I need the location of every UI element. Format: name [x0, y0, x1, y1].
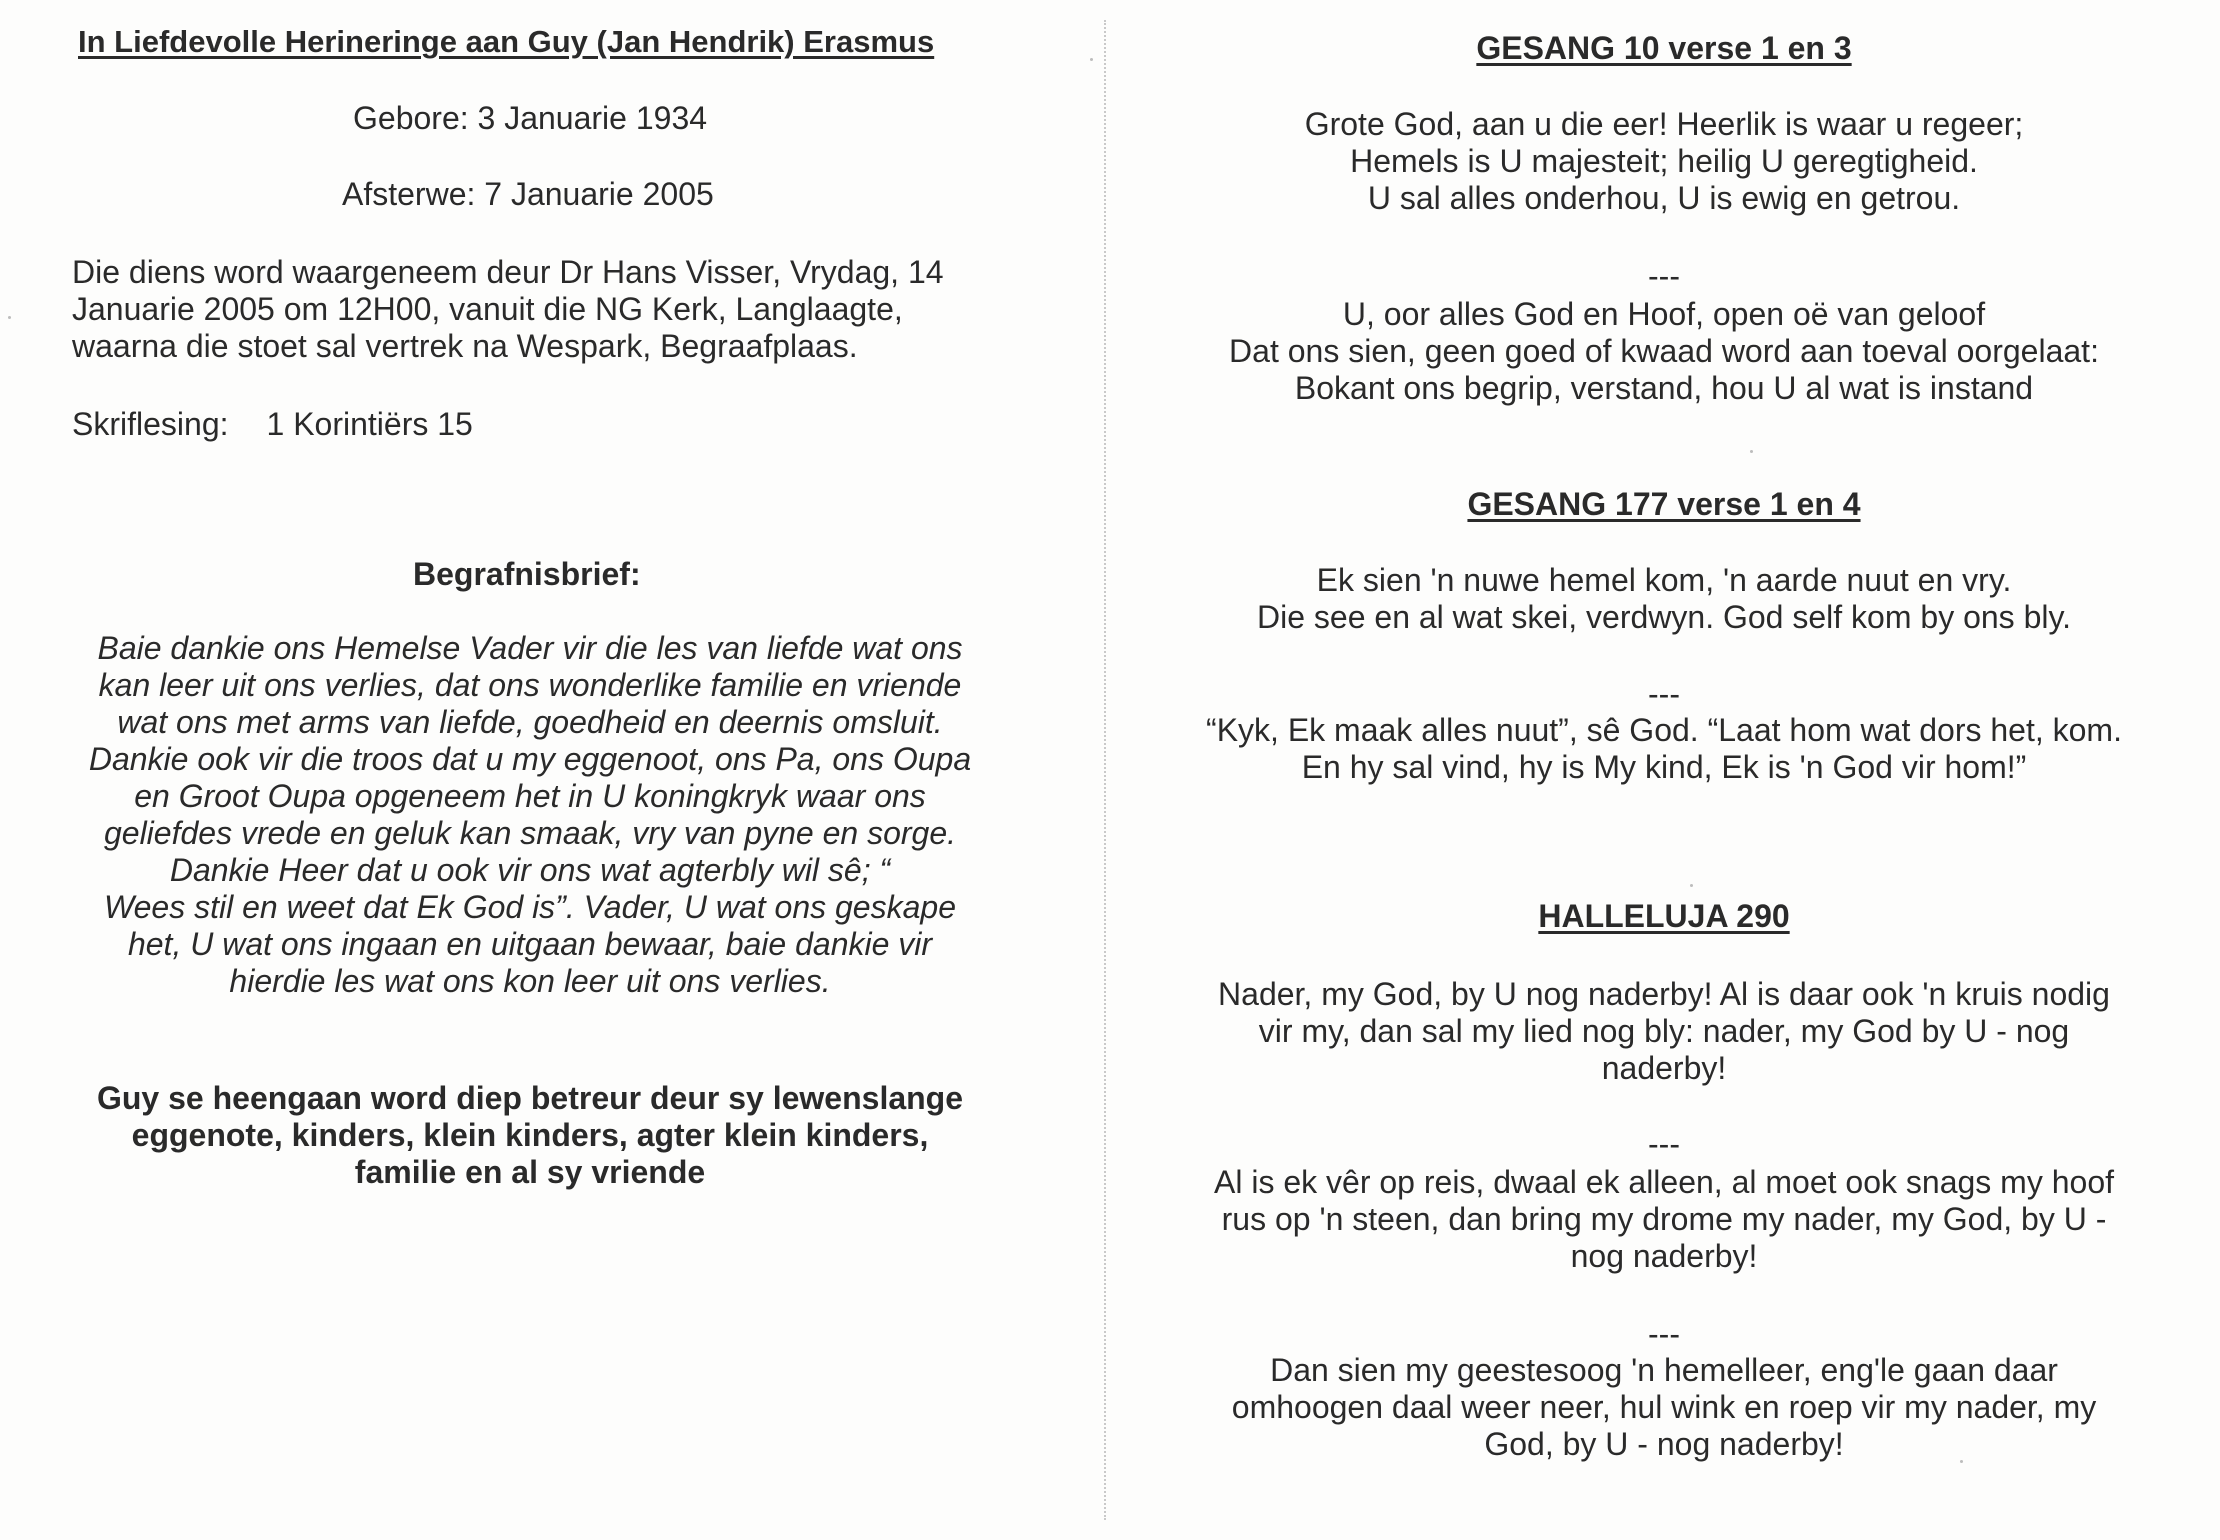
scan-speck	[1960, 1460, 1963, 1463]
hymn2-title: GESANG 177 verse 1 en 4	[1467, 486, 1861, 522]
right-page	[1108, 0, 2220, 1540]
hymn2-verse2: “Kyk, Ek maak alles nuut”, sê God. “Laat hom wat dors het, kom. En hy sal vind, hy is My kind, Ek is 'n God vir hom!”	[1206, 712, 2122, 785]
hymn2-verse1: Ek sien 'n nuwe hemel kom, 'n aarde nuut en vry. Die see en al wat skei, verdwyn. God self kom by ons bly.	[1257, 562, 2071, 635]
hymn3-verse3: Dan sien my geestesoog 'n hemelleer, eng'le gaan daar omhoogen daal weer neer, hul wink en roep vir my nader, my God, by U - nog naderby!	[1231, 1352, 2097, 1462]
hymn1-separator: ---	[1648, 258, 1680, 294]
hymn3-verse2: Al is ek vêr op reis, dwaal ek alleen, al moet ook snags my hoof rus op 'n steen, dan bring my drome my nader, my God, by U - nog naderby!	[1214, 1164, 2114, 1274]
hymn1-verse2: U, oor alles God en Hoof, open oë van geloof Dat ons sien, geen goed of kwaad word aan toeval oorgelaat: Bokant ons begrip, verstand, hou U al wat is instand	[1229, 296, 2099, 406]
left-page	[0, 0, 1100, 1540]
funeral-letter-heading: Begrafnisbrief:	[413, 556, 641, 592]
hymn2-separator: ---	[1648, 676, 1680, 712]
scan-speck	[1750, 450, 1753, 453]
hymn3-separator-1: ---	[1648, 1126, 1680, 1162]
birth-date: Gebore: 3 Januarie 1934	[353, 100, 708, 136]
scripture-reading-value: 1 Korintiërs 15	[266, 406, 473, 442]
hymn3-title: HALLELUJA 290	[1538, 898, 1790, 934]
scan-speck	[1090, 58, 1093, 61]
scripture-reading	[72, 406, 473, 443]
scan-speck	[1690, 884, 1693, 887]
hymn1-verse1: Grote God, aan u die eer! Heerlik is waar u regeer; Hemels is U majesteit; heilig U geregtigheid. U sal alles onderhou, U is ewig en getrou.	[1304, 106, 2024, 216]
hymn3-verse1: Nader, my God, by U nog naderby! Al is daar ook 'n kruis nodig vir my, dan sal my lied nog bly: nader, my God by U - nog naderby!	[1218, 976, 2110, 1086]
scripture-reading-label: Skriflesing:	[72, 406, 229, 442]
service-details: Die diens word waargeneem deur Dr Hans Visser, Vrydag, 14 Januarie 2005 om 12H00, vanuit die NG Kerk, Langlaagte, waarna die stoet sal vertrek na Wespark, Begraafplaas.	[72, 254, 944, 364]
funeral-letter-body: Baie dankie ons Hemelse Vader vir die les van liefde wat ons kan leer uit ons verlies, dat ons wonderlike familie en vriende wat ons met arms van liefde, goedheid en deernis omsluit. Dankie ook vir die troos dat u my eggenoot, ons Pa, ons Oupa en Groot Oupa opgeneem het in U koningkryk waar ons geliefdes vrede en geluk kan smaak, vry van pyne en sorge. Dankie Heer dat u ook vir ons wat agterbly wil sê; “ Wees stil en weet dat Ek God is”. Vader, U wat ons geskape het, U wat ons ingaan en uitgaan bewaar, baie dankie vir hierdie les wat ons kon leer uit ons verlies.	[88, 630, 972, 999]
page-fold-line	[1104, 20, 1106, 1520]
mourners-notice: Guy se heengaan word diep betreur deur sy lewenslange eggenote, kinders, klein kinders, agter klein kinders, familie en al sy vriende	[96, 1080, 964, 1190]
hymn3-separator-2: ---	[1648, 1316, 1680, 1352]
death-date: Afsterwe: 7 Januarie 2005	[342, 176, 714, 212]
memorial-title: In Liefdevolle Herineringe aan Guy (Jan Hendrik) Erasmus	[78, 24, 935, 59]
hymn1-title: GESANG 10 verse 1 en 3	[1476, 30, 1852, 66]
scan-speck	[8, 316, 11, 319]
